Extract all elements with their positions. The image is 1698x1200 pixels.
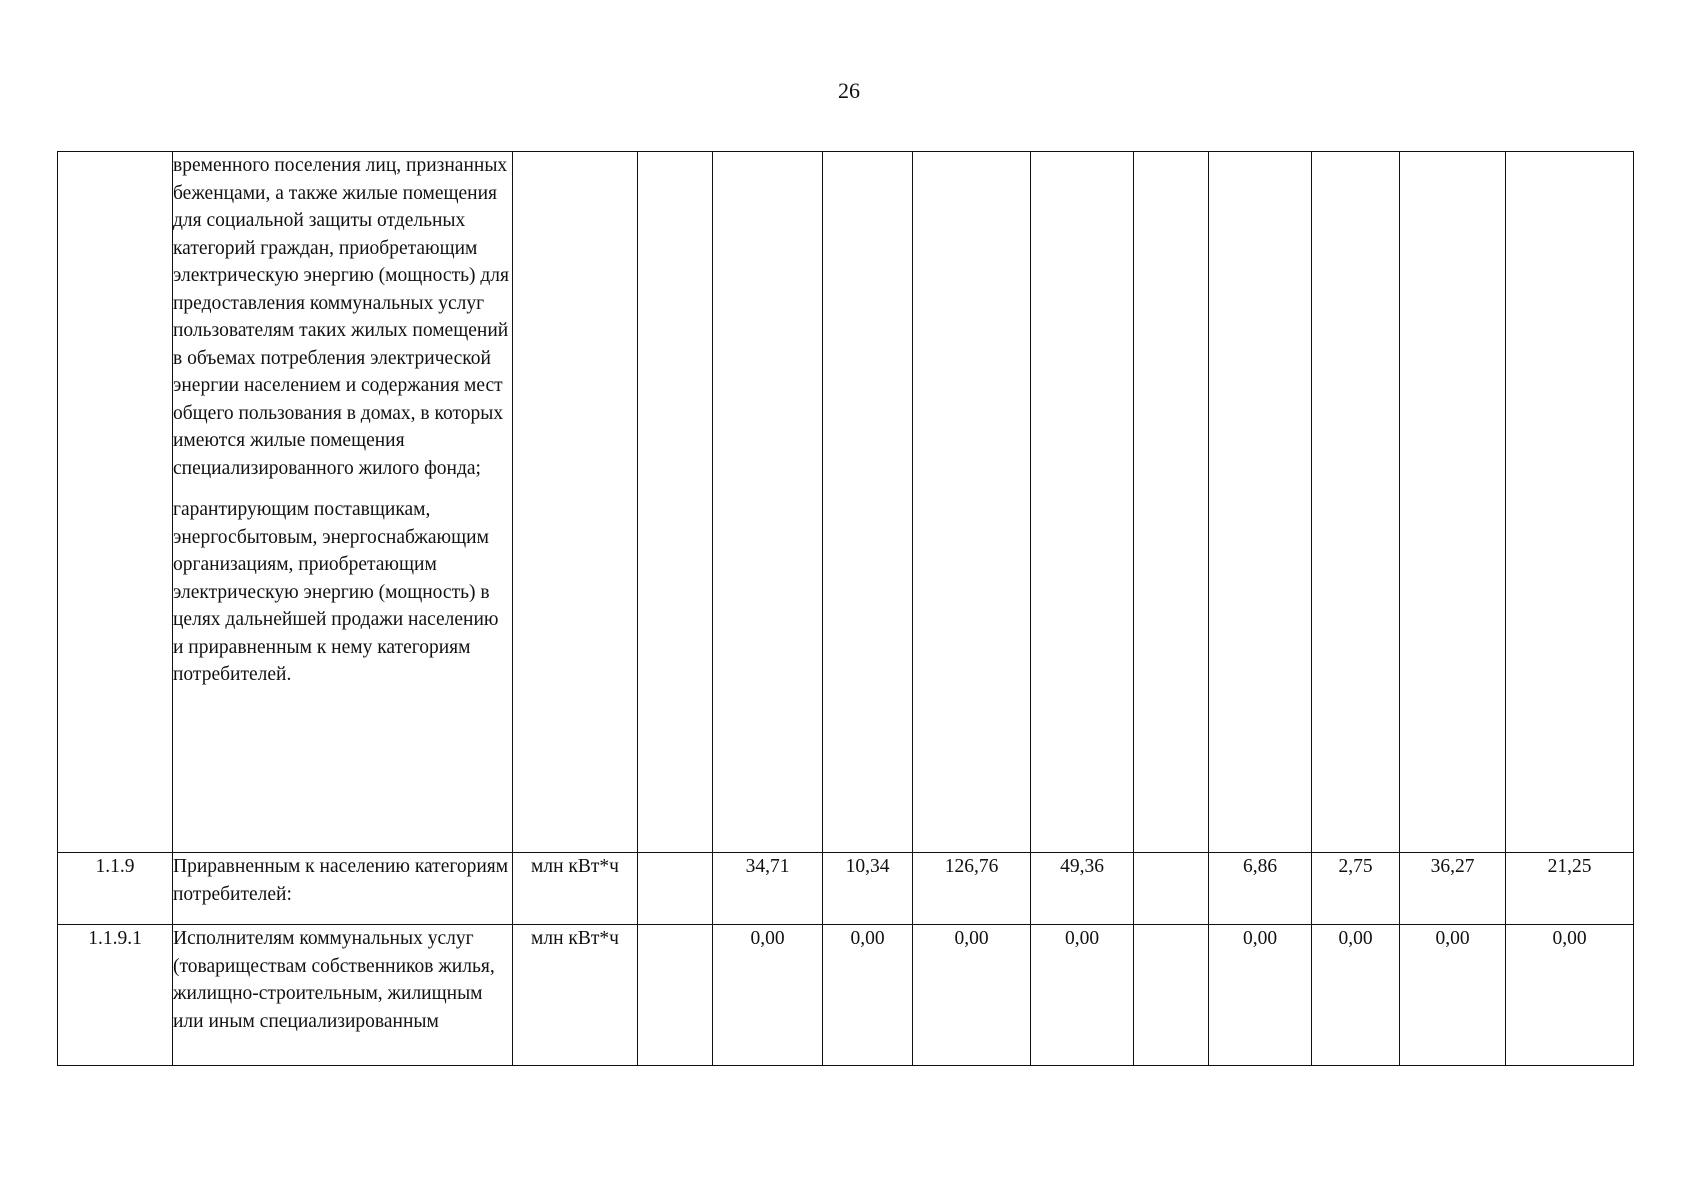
- table-row: [58, 925, 1634, 1066]
- row-unit-cell: [513, 152, 638, 853]
- value-cell: 6,86: [1209, 853, 1312, 925]
- value-cell: 49,36: [1031, 853, 1134, 925]
- value-cell: 0,00: [1400, 925, 1506, 1066]
- value-cell: [913, 152, 1031, 853]
- value-cell: [638, 925, 713, 1066]
- row-name-cell: [173, 925, 513, 1066]
- value-cell: [1134, 853, 1209, 925]
- value-cell: [823, 152, 913, 853]
- value-cell: [713, 152, 823, 853]
- table-row: [58, 853, 1634, 925]
- value-cell: 34,71: [713, 853, 823, 925]
- row-name-paragraph: временного поселения лиц, признанных беженцами, а также жилые помещения для социальной защиты отдельных категорий граждан, приобретающим электрическую энергию (мощность) для предоставления коммунальных услуг пользователям таких жилых помещений в объемах потребления электрической энергии населением и содержания мест общего пользования в домах, в которых имеются жилые помещения специализированного жилого фонда;: [173, 155, 509, 479]
- data-table: [57, 151, 1634, 1066]
- row-name-cell: [173, 152, 513, 853]
- value-cell: [638, 152, 713, 853]
- value-cell: [1134, 925, 1209, 1066]
- row-number-cell: [58, 152, 173, 853]
- table-row: [58, 152, 1634, 853]
- value-cell: [1506, 152, 1634, 853]
- value-cell: [1031, 152, 1134, 853]
- row-unit-cell: млн кВт*ч: [513, 853, 638, 925]
- value-cell: 21,25: [1506, 853, 1634, 925]
- row-name-paragraph: Исполнителям коммунальных услуг (товариществам собственников жилья, жилищно-строительным, жилищным или иным специализированным: [173, 928, 495, 1032]
- value-cell: 0,00: [713, 925, 823, 1066]
- value-cell: [1400, 152, 1506, 853]
- value-cell: 126,76: [913, 853, 1031, 925]
- row-name-paragraph: Приравненным к населению категориям потребителей:: [173, 856, 509, 905]
- value-cell: 0,00: [823, 925, 913, 1066]
- value-cell: [1209, 152, 1312, 853]
- page-number: 26: [838, 78, 860, 103]
- row-unit-cell: млн кВт*ч: [513, 925, 638, 1066]
- value-cell: [1312, 152, 1400, 853]
- value-cell: 0,00: [1031, 925, 1134, 1066]
- value-cell: [638, 853, 713, 925]
- row-name-cell: [173, 853, 513, 925]
- value-cell: 0,00: [1312, 925, 1400, 1066]
- row-number-cell: 1.1.9: [58, 853, 173, 925]
- value-cell: 2,75: [1312, 853, 1400, 925]
- row-name-paragraph: гарантирующим поставщикам, энергосбытовым, энергоснабжающим организациям, приобретающим электрическую энергию (мощность) в целях дальнейшей продажи населению и приравненным к нему категориям потребителей.: [173, 499, 499, 685]
- value-cell: 10,34: [823, 853, 913, 925]
- value-cell: 0,00: [913, 925, 1031, 1066]
- value-cell: 0,00: [1506, 925, 1634, 1066]
- value-cell: 0,00: [1209, 925, 1312, 1066]
- value-cell: 36,27: [1400, 853, 1506, 925]
- value-cell: [1134, 152, 1209, 853]
- row-number-cell: 1.1.9.1: [58, 925, 173, 1066]
